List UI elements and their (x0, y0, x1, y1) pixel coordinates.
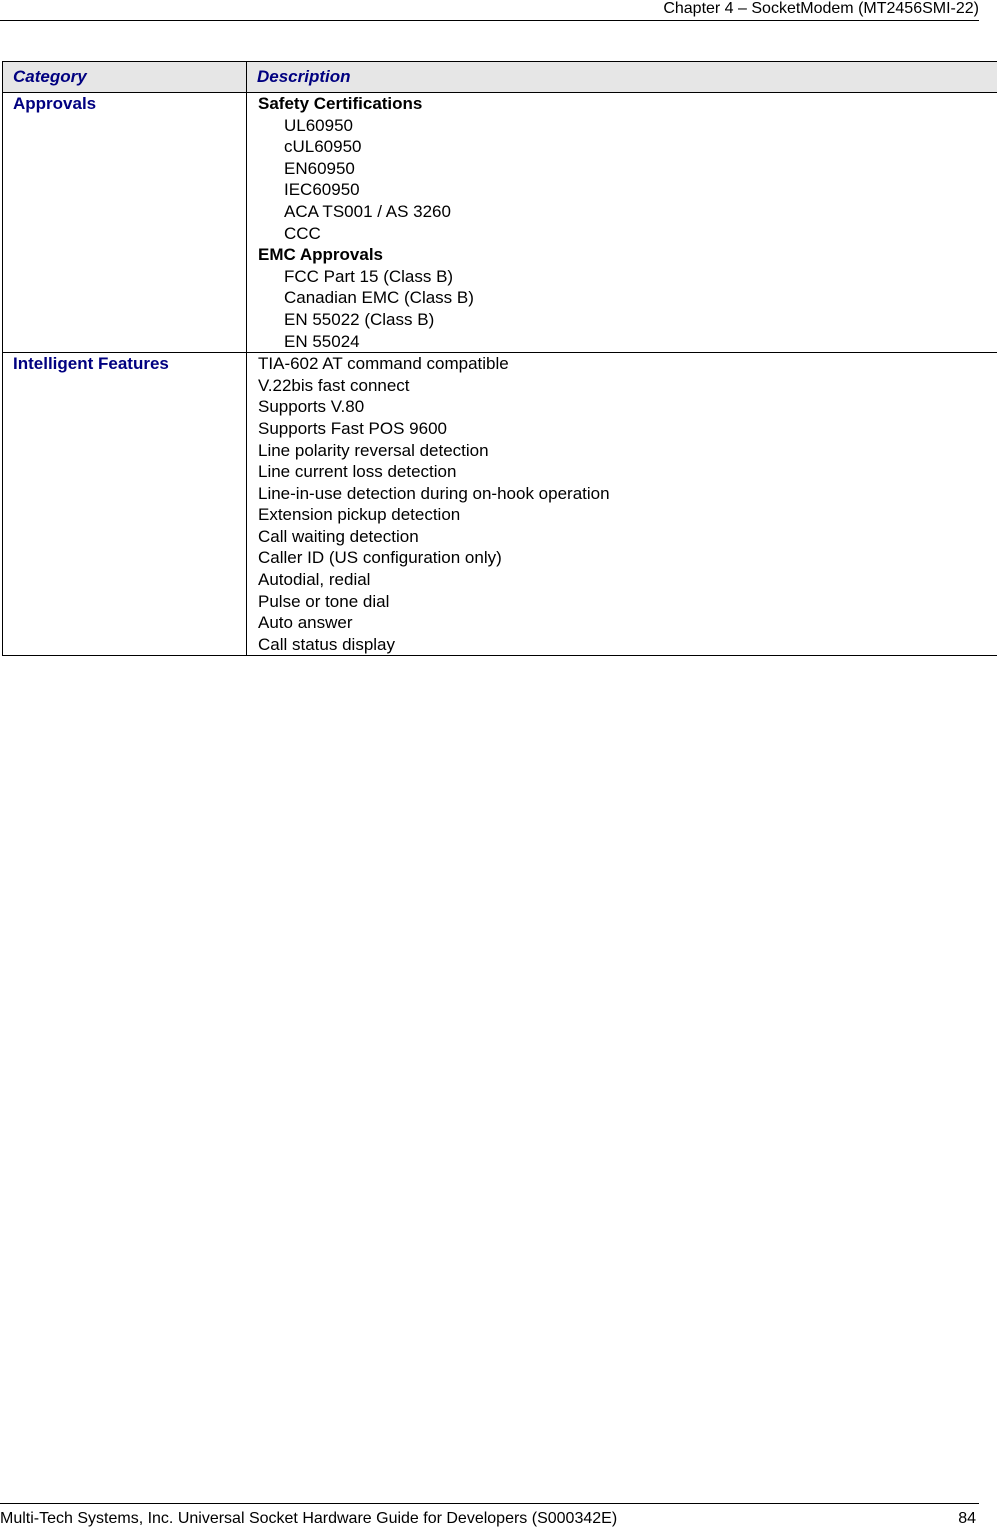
emc-item: EN 55024 (284, 331, 360, 351)
table-row-intelligent-features (3, 353, 997, 656)
feature-item: Supports V.80 (258, 397, 365, 417)
table-header-row (3, 62, 997, 93)
safety-item: EN60950 (284, 158, 355, 178)
feature-item: Supports Fast POS 9600 (258, 418, 447, 438)
page-number: 84 (958, 1510, 976, 1527)
feature-item: Line-in-use detection during on-hook operation (258, 483, 610, 503)
safety-item: CCC (284, 223, 321, 243)
feature-item: Call waiting detection (258, 526, 419, 546)
emc-item: EN 55022 (Class B) (284, 309, 435, 329)
specifications-table (2, 61, 997, 656)
category-intelligent-features: Intelligent Features (3, 353, 247, 656)
column-header-description: Description (247, 62, 997, 93)
emc-item: Canadian EMC (Class B) (284, 288, 474, 308)
table-row-approvals (3, 93, 997, 353)
safety-certifications-heading: Safety Certifications (258, 94, 423, 113)
feature-item: Pulse or tone dial (258, 591, 390, 611)
page-header (0, 0, 979, 21)
column-header-category: Category (3, 62, 247, 93)
feature-item: Autodial, redial (258, 570, 371, 590)
feature-item: Line current loss detection (258, 462, 457, 482)
feature-item: Line polarity reversal detection (258, 440, 489, 460)
feature-item: Caller ID (US configuration only) (258, 548, 502, 568)
safety-item: cUL60950 (284, 137, 362, 157)
chapter-title: Chapter 4 – SocketModem (MT2456SMI-22) (663, 0, 979, 17)
safety-item: ACA TS001 / AS 3260 (284, 201, 451, 221)
document-title: Multi-Tech Systems, Inc. Universal Socket Hardware Guide for Developers (S000342E) (0, 1510, 618, 1527)
feature-item: Call status display (258, 634, 396, 654)
page-footer (0, 1503, 979, 1527)
feature-item: V.22bis fast connect (258, 375, 410, 395)
safety-item: UL60950 (284, 115, 354, 135)
category-approvals: Approvals (3, 93, 247, 353)
description-approvals (247, 93, 997, 353)
feature-item: TIA-602 AT command compatible (258, 354, 509, 374)
feature-item: Auto answer (258, 613, 353, 633)
emc-item: FCC Part 15 (Class B) (284, 266, 454, 286)
safety-item: IEC60950 (284, 180, 360, 200)
description-intelligent-features (247, 353, 997, 656)
feature-item: Extension pickup detection (258, 505, 461, 525)
emc-approvals-heading: EMC Approvals (258, 245, 384, 265)
